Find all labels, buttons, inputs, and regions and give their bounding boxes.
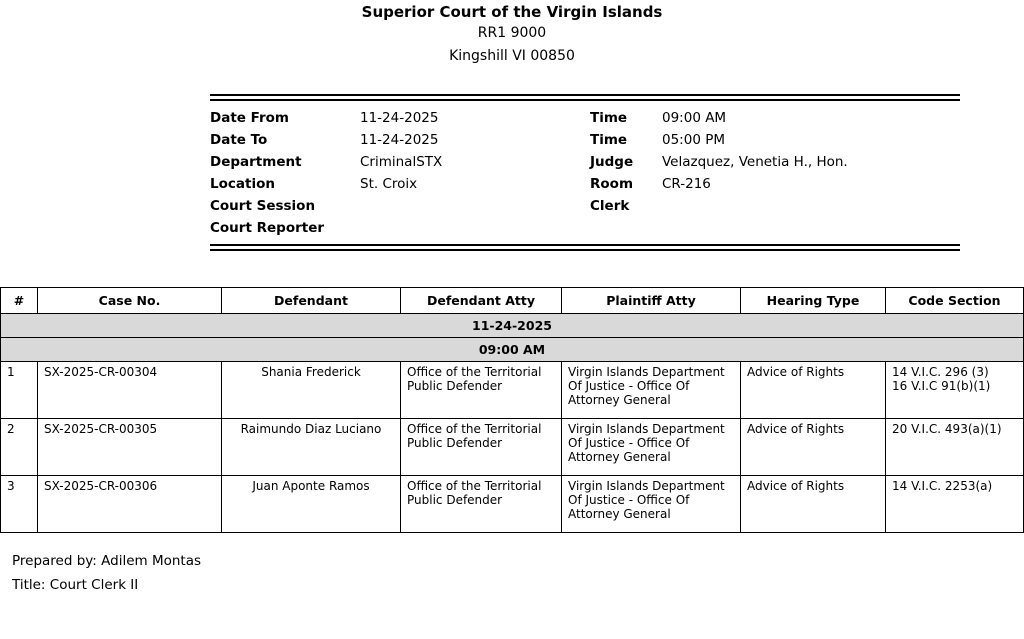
column-header-plaintiff-atty: Plaintiff Atty bbox=[562, 288, 741, 314]
court-address-line-1: RR1 9000 bbox=[477, 25, 547, 41]
calendar-table bbox=[0, 287, 1024, 533]
info-row bbox=[210, 107, 960, 129]
info-value-date-to: 11-24-2025 bbox=[360, 132, 439, 148]
info-label-time-to: Time bbox=[590, 132, 628, 148]
title-label: Title: bbox=[12, 577, 46, 593]
plaintiff-atty-line-1: Virgin Islands Department bbox=[568, 365, 725, 379]
document-footer bbox=[0, 549, 1024, 597]
info-row bbox=[210, 217, 960, 239]
calendar-info-block bbox=[210, 94, 960, 251]
info-value-department: CriminalSTX bbox=[360, 154, 443, 170]
plaintiff-atty-line-1: Virgin Islands Department bbox=[568, 479, 725, 493]
table-header-row bbox=[1, 288, 1024, 314]
plaintiff-atty-line-2: Of Justice - Office Of bbox=[568, 493, 690, 507]
title-line bbox=[12, 573, 1024, 597]
cell-hearing-type: Advice of Rights bbox=[741, 362, 886, 419]
time-group-label: 09:00 AM bbox=[1, 338, 1024, 362]
cell-number: 1 bbox=[1, 362, 38, 419]
column-header-number: # bbox=[1, 288, 38, 314]
cell-code-section bbox=[886, 476, 1024, 533]
defendant-atty-line-1: Office of the Territorial bbox=[407, 422, 542, 436]
cell-case-no: SX-2025-CR-00305 bbox=[38, 419, 222, 476]
court-address-line-2: Kingshill VI 00850 bbox=[449, 48, 575, 64]
column-header-hearing-type: Hearing Type bbox=[741, 288, 886, 314]
info-row bbox=[210, 173, 960, 195]
plaintiff-atty-line-1: Virgin Islands Department bbox=[568, 422, 725, 436]
info-table bbox=[210, 107, 960, 239]
cell-plaintiff-atty bbox=[562, 362, 741, 419]
time-group-row bbox=[1, 338, 1024, 362]
info-label-department: Department bbox=[210, 154, 302, 170]
cell-plaintiff-atty bbox=[562, 419, 741, 476]
info-label-date-to: Date To bbox=[210, 132, 268, 148]
info-value-time-to: 05:00 PM bbox=[662, 132, 725, 148]
plaintiff-atty-line-2: Of Justice - Office Of bbox=[568, 436, 690, 450]
code-section-line-1: 14 V.I.C. 2253(a) bbox=[892, 479, 993, 493]
column-header-code-section: Code Section bbox=[886, 288, 1024, 314]
defendant-atty-line-1: Office of the Territorial bbox=[407, 479, 542, 493]
cell-hearing-type: Advice of Rights bbox=[741, 419, 886, 476]
info-value-location: St. Croix bbox=[360, 176, 418, 192]
info-value-blank bbox=[662, 217, 960, 239]
defendant-atty-line-2: Public Defender bbox=[407, 379, 503, 393]
cell-case-no: SX-2025-CR-00304 bbox=[38, 362, 222, 419]
code-section-line-1: 20 V.I.C. 493(a)(1) bbox=[892, 422, 1002, 436]
plaintiff-atty-line-3: Attorney General bbox=[568, 393, 671, 407]
info-label-location: Location bbox=[210, 176, 275, 192]
info-value-court-session bbox=[360, 195, 590, 217]
code-section-line-1: 14 V.I.C. 296 (3) bbox=[892, 365, 989, 379]
info-label-clerk: Clerk bbox=[590, 198, 630, 214]
cell-code-section bbox=[886, 419, 1024, 476]
info-label-time-from: Time bbox=[590, 110, 628, 126]
calendar-table-wrapper bbox=[0, 287, 1024, 533]
column-header-defendant-atty: Defendant Atty bbox=[401, 288, 562, 314]
plaintiff-atty-line-3: Attorney General bbox=[568, 450, 671, 464]
defendant-atty-line-2: Public Defender bbox=[407, 436, 503, 450]
info-label-court-reporter: Court Reporter bbox=[210, 220, 325, 236]
cell-plaintiff-atty bbox=[562, 476, 741, 533]
info-value-date-from: 11-24-2025 bbox=[360, 110, 439, 126]
table-row[interactable] bbox=[1, 419, 1024, 476]
plaintiff-atty-line-2: Of Justice - Office Of bbox=[568, 379, 690, 393]
cell-defendant: Shania Frederick bbox=[222, 362, 401, 419]
info-value-clerk bbox=[662, 195, 960, 217]
cell-number: 2 bbox=[1, 419, 38, 476]
cell-defendant-atty bbox=[401, 362, 562, 419]
code-section-line-2: 16 V.I.C 91(b)(1) bbox=[892, 379, 991, 393]
prepared-by-label: Prepared by: bbox=[12, 553, 97, 569]
cell-hearing-type: Advice of Rights bbox=[741, 476, 886, 533]
column-header-case-no: Case No. bbox=[38, 288, 222, 314]
cell-defendant-atty bbox=[401, 476, 562, 533]
info-value-room: CR-216 bbox=[662, 176, 711, 192]
column-header-defendant: Defendant bbox=[222, 288, 401, 314]
defendant-atty-line-2: Public Defender bbox=[407, 493, 503, 507]
info-value-court-reporter bbox=[360, 217, 590, 239]
info-label-blank bbox=[590, 217, 662, 239]
document-header bbox=[0, 0, 1024, 68]
info-top-rule bbox=[210, 94, 960, 101]
cell-defendant-atty bbox=[401, 419, 562, 476]
prepared-by-line bbox=[12, 549, 1024, 573]
table-row[interactable] bbox=[1, 476, 1024, 533]
date-group-label: 11-24-2025 bbox=[1, 314, 1024, 338]
title-value: Court Clerk II bbox=[49, 577, 139, 593]
info-row bbox=[210, 129, 960, 151]
cell-number: 3 bbox=[1, 476, 38, 533]
info-label-court-session: Court Session bbox=[210, 198, 316, 214]
cell-code-section bbox=[886, 362, 1024, 419]
defendant-atty-line-1: Office of the Territorial bbox=[407, 365, 542, 379]
info-row bbox=[210, 195, 960, 217]
info-bottom-rule bbox=[210, 244, 960, 251]
info-value-judge: Velazquez, Venetia H., Hon. bbox=[662, 154, 848, 170]
plaintiff-atty-line-3: Attorney General bbox=[568, 507, 671, 521]
cell-defendant: Raimundo Diaz Luciano bbox=[222, 419, 401, 476]
date-group-row bbox=[1, 314, 1024, 338]
prepared-by-value: Adilem Montas bbox=[101, 553, 202, 569]
cell-case-no: SX-2025-CR-00306 bbox=[38, 476, 222, 533]
info-label-room: Room bbox=[590, 176, 634, 192]
cell-defendant: Juan Aponte Ramos bbox=[222, 476, 401, 533]
table-row[interactable] bbox=[1, 362, 1024, 419]
info-value-time-from: 09:00 AM bbox=[662, 110, 727, 126]
info-label-judge: Judge bbox=[590, 154, 634, 170]
info-row bbox=[210, 151, 960, 173]
court-name: Superior Court of the Virgin Islands bbox=[361, 3, 663, 21]
info-label-date-from: Date From bbox=[210, 110, 289, 126]
